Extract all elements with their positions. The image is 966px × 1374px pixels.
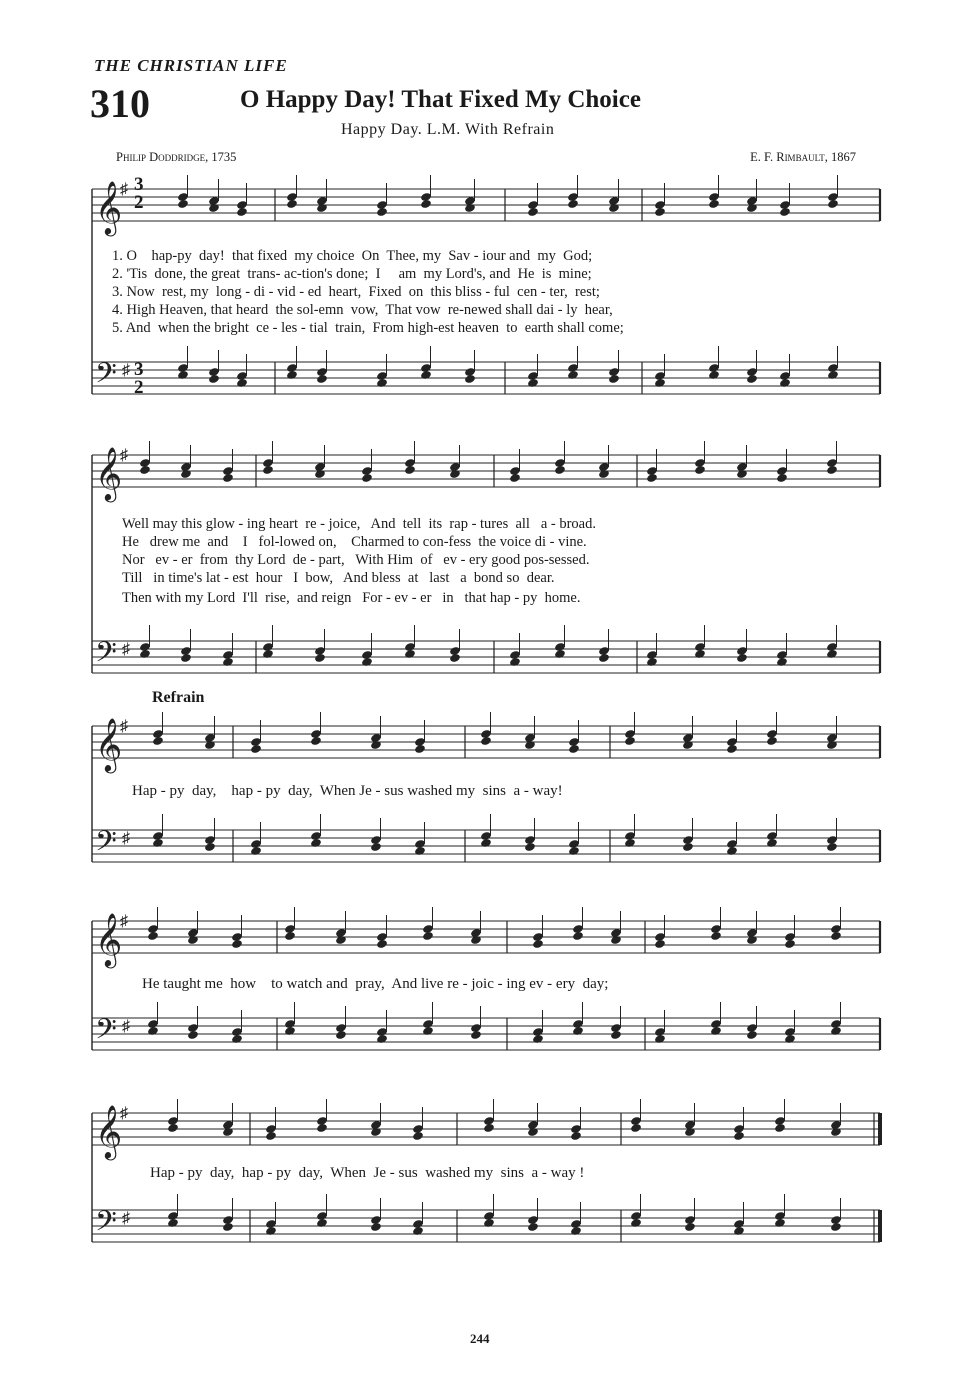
note-head: [470, 935, 482, 945]
note-head: [827, 199, 839, 209]
note-head: [746, 935, 758, 945]
note-head: [710, 1026, 722, 1036]
note-head: [610, 1030, 622, 1040]
note-head: [370, 740, 382, 750]
key-signature-sharp-icon: ♯: [120, 718, 128, 735]
treble-clef-icon: 𝄞: [95, 717, 123, 771]
verse-line-5: 5. And when the bright ce - les - tial train, From high-est heaven to earth shall come;: [112, 320, 624, 336]
composer-credit: E. F. Rimbault, 1867: [750, 150, 856, 164]
verse-line-5-cont: Then with my Lord I'll rise, and reign For - ev - er in that hap - py home.: [122, 590, 581, 606]
page-number: 244: [470, 1331, 490, 1346]
verse-line-2-cont: He drew me and I fol-lowed on, Charmed to con-fess the voice di - vine.: [122, 534, 587, 550]
treble-staff: [92, 1104, 880, 1160]
author-credit: Philip Doddridge, 1735: [116, 150, 237, 164]
note-head: [376, 1034, 388, 1044]
note-head: [746, 1030, 758, 1040]
bass-staff: [92, 1013, 880, 1053]
note-head: [827, 370, 839, 380]
tune-name: Happy Day. L.M. With Refrain: [341, 121, 555, 138]
verse-line-4-cont: Till in time's lat - est hour I bow, And bless at last a bond so dear.: [122, 570, 555, 586]
note-head: [826, 649, 838, 659]
note-head: [527, 207, 539, 217]
note-head: [524, 740, 536, 750]
note-head: [262, 465, 274, 475]
note-head: [370, 1127, 382, 1137]
note-head: [736, 469, 748, 479]
note-head: [726, 744, 738, 754]
note-head: [265, 1226, 277, 1236]
time-signature-treble: 3 2: [134, 174, 144, 213]
note-head: [654, 207, 666, 217]
treble-staff: [92, 912, 880, 968]
note-head: [404, 465, 416, 475]
note-head: [361, 473, 373, 483]
note-head: [370, 842, 382, 852]
note-head: [708, 370, 720, 380]
note-head: [314, 469, 326, 479]
note-head: [222, 1127, 234, 1137]
note-head: [139, 465, 151, 475]
note-head: [532, 1034, 544, 1044]
note-head: [554, 649, 566, 659]
note-head: [527, 1222, 539, 1232]
note-head: [654, 1034, 666, 1044]
note-head: [826, 465, 838, 475]
note-head: [830, 1026, 842, 1036]
note-head: [682, 842, 694, 852]
verse-line-1: 1. O hap-py day! that fixed my choice On Thee, my Sav - iour and my God;: [112, 248, 593, 264]
note-head: [208, 203, 220, 213]
bass-staff: [92, 357, 880, 397]
note-head: [152, 736, 164, 746]
verse-line-3: 3. Now rest, my long - di - vid - ed heart, Fixed on this bliss - ful cen - ter, rest;: [112, 284, 600, 300]
note-head: [610, 935, 622, 945]
note-head: [412, 1226, 424, 1236]
note-head: [420, 199, 432, 209]
note-head: [774, 1218, 786, 1228]
note-head: [187, 1030, 199, 1040]
note-head: [830, 931, 842, 941]
treble-clef-icon: 𝄞: [95, 180, 123, 234]
note-head: [412, 1131, 424, 1141]
note-head: [422, 931, 434, 941]
note-head: [187, 935, 199, 945]
note-head: [826, 740, 838, 750]
note-head: [236, 378, 248, 388]
verse-line-1-cont: Well may this glow - ing heart re - joice, And tell its rap - tures all a - broad.: [122, 516, 596, 532]
note-head: [784, 939, 796, 949]
refrain-label: Refrain: [152, 689, 205, 706]
hymn-number: 310: [90, 81, 150, 126]
note-head: [483, 1123, 495, 1133]
note-head: [236, 207, 248, 217]
note-head: [370, 1222, 382, 1232]
note-head: [694, 649, 706, 659]
note-head: [509, 473, 521, 483]
note-head: [570, 1226, 582, 1236]
note-head: [286, 370, 298, 380]
key-signature-sharp-icon: ♯: [120, 181, 128, 198]
note-head: [167, 1218, 179, 1228]
note-head: [774, 1123, 786, 1133]
note-head: [404, 649, 416, 659]
refrain-line-1: Hap - py day, hap - py day, When Je - sus washed my sins a - way!: [132, 783, 563, 799]
note-head: [646, 657, 658, 667]
note-head: [470, 1030, 482, 1040]
note-head: [646, 473, 658, 483]
note-head: [572, 931, 584, 941]
note-head: [598, 653, 610, 663]
note-head: [310, 736, 322, 746]
note-head: [250, 846, 262, 856]
treble-staff: [92, 446, 880, 502]
note-head: [464, 203, 476, 213]
note-head: [222, 1222, 234, 1232]
note-head: [449, 469, 461, 479]
note-head: [608, 374, 620, 384]
note-head: [180, 653, 192, 663]
time-signature-bass: 3 2: [134, 359, 144, 398]
note-head: [527, 1127, 539, 1137]
note-head: [654, 939, 666, 949]
note-head: [733, 1131, 745, 1141]
verse-line-2: 2. 'Tis done, the great trans- ac-tion's done; I am my Lord's, and He is mine;: [112, 266, 592, 282]
key-signature-sharp-icon: ♯: [120, 913, 128, 930]
note-head: [204, 842, 216, 852]
treble-clef-icon: 𝄞: [95, 1104, 123, 1158]
note-head: [654, 378, 666, 388]
note-head: [708, 199, 720, 209]
note-head: [567, 370, 579, 380]
section-heading: THE CHRISTIAN LIFE: [94, 56, 288, 75]
note-head: [694, 465, 706, 475]
note-head: [779, 378, 791, 388]
note-head: [684, 1222, 696, 1232]
note-head: [710, 931, 722, 941]
note-head: [222, 657, 234, 667]
note-head: [152, 838, 164, 848]
bass-clef-icon: 𝄢: [95, 1205, 117, 1245]
note-head: [733, 1226, 745, 1236]
note-head: [572, 1026, 584, 1036]
note-head: [147, 931, 159, 941]
note-head: [567, 199, 579, 209]
bass-clef-icon: 𝄢: [95, 636, 117, 676]
verse-line-4: 4. High Heaven, that heard the sol-emn vow, That vow re-newed shall dai - ly hear,: [112, 302, 613, 318]
note-head: [509, 657, 521, 667]
note-head: [554, 465, 566, 475]
key-signature-sharp-icon: ♯: [122, 362, 130, 379]
note-head: [684, 1127, 696, 1137]
note-head: [776, 473, 788, 483]
bass-clef-icon: 𝄢: [95, 1013, 117, 1053]
note-head: [284, 931, 296, 941]
note-head: [624, 736, 636, 746]
note-head: [147, 1026, 159, 1036]
note-head: [598, 469, 610, 479]
key-signature-sharp-icon: ♯: [122, 1210, 130, 1227]
note-head: [624, 838, 636, 848]
note-head: [608, 203, 620, 213]
note-head: [376, 207, 388, 217]
note-head: [480, 736, 492, 746]
note-head: [177, 199, 189, 209]
verse-line-3-cont: Nor ev - er from thy Lord de - part, With Him of ev - ery good pos-sessed.: [122, 552, 590, 568]
note-head: [527, 378, 539, 388]
refrain-line-3: Hap - py day, hap - py day, When Je - sus washed my sins a - way !: [150, 1165, 585, 1181]
note-head: [265, 1131, 277, 1141]
note-head: [139, 649, 151, 659]
key-signature-sharp-icon: ♯: [122, 641, 130, 658]
note-head: [570, 1131, 582, 1141]
key-signature-sharp-icon: ♯: [122, 1018, 130, 1035]
note-head: [464, 374, 476, 384]
note-head: [568, 846, 580, 856]
note-head: [830, 1127, 842, 1137]
note-head: [262, 649, 274, 659]
note-head: [630, 1123, 642, 1133]
note-head: [414, 846, 426, 856]
note-head: [167, 1123, 179, 1133]
note-head: [830, 1222, 842, 1232]
note-head: [284, 1026, 296, 1036]
note-head: [177, 370, 189, 380]
note-head: [222, 473, 234, 483]
note-head: [180, 469, 192, 479]
note-head: [414, 744, 426, 754]
note-head: [630, 1218, 642, 1228]
note-head: [316, 1123, 328, 1133]
note-head: [746, 203, 758, 213]
hymn-title: O Happy Day! That Fixed My Choice: [240, 86, 641, 113]
note-head: [316, 1218, 328, 1228]
note-head: [784, 1034, 796, 1044]
note-head: [776, 657, 788, 667]
note-head: [766, 736, 778, 746]
bass-staff: [92, 636, 880, 676]
note-head: [766, 838, 778, 848]
key-signature-sharp-icon: ♯: [120, 1105, 128, 1122]
note-head: [376, 378, 388, 388]
bass-clef-icon: 𝄢: [95, 357, 117, 397]
note-head: [208, 374, 220, 384]
note-head: [361, 657, 373, 667]
note-head: [532, 939, 544, 949]
note-head: [524, 842, 536, 852]
note-head: [736, 653, 748, 663]
note-head: [376, 939, 388, 949]
note-head: [483, 1218, 495, 1228]
note-head: [480, 838, 492, 848]
note-head: [826, 842, 838, 852]
note-head: [422, 1026, 434, 1036]
note-head: [746, 374, 758, 384]
note-head: [316, 203, 328, 213]
note-head: [316, 374, 328, 384]
note-head: [682, 740, 694, 750]
key-signature-sharp-icon: ♯: [120, 447, 128, 464]
treble-clef-icon: 𝄞: [95, 912, 123, 966]
note-head: [286, 199, 298, 209]
note-head: [250, 744, 262, 754]
note-head: [310, 838, 322, 848]
note-head: [568, 744, 580, 754]
note-head: [204, 740, 216, 750]
note-head: [335, 1030, 347, 1040]
note-head: [449, 653, 461, 663]
note-head: [726, 846, 738, 856]
treble-clef-icon: 𝄞: [95, 446, 123, 500]
note-head: [335, 935, 347, 945]
refrain-line-2: He taught me how to watch and pray, And live re - joic - ing ev - ery day;: [142, 976, 609, 992]
note-head: [231, 939, 243, 949]
bass-clef-icon: 𝄢: [95, 825, 117, 865]
note-head: [314, 653, 326, 663]
note-head: [420, 370, 432, 380]
key-signature-sharp-icon: ♯: [122, 830, 130, 847]
note-head: [231, 1034, 243, 1044]
note-head: [779, 207, 791, 217]
